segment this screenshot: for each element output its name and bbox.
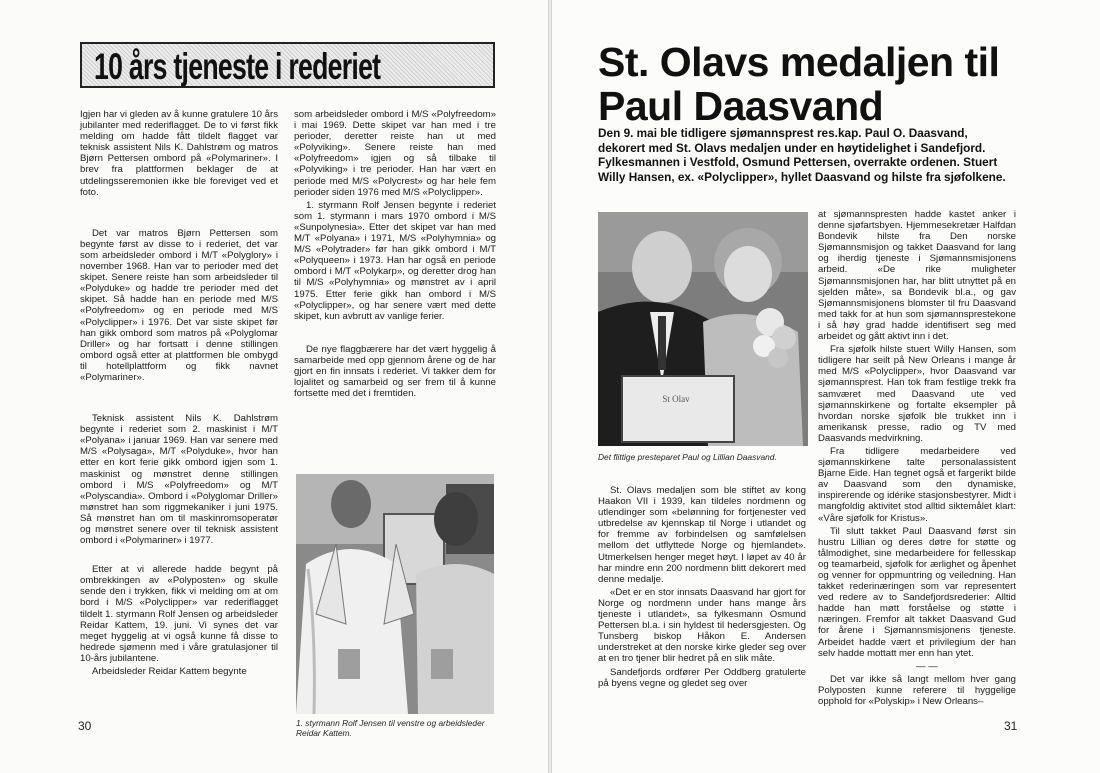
paragraph: Det var ikke så langt mellom hver gang Polyposten kunne referere til hyggelige opphold for «Polyskip» i New Orleans–	[818, 673, 1016, 708]
left-column-1	[80, 109, 278, 688]
ceremony-photo	[598, 212, 808, 446]
paragraph: Teknisk assistent Nils K. Dahlstrøm begynte i rederiet som 2. maskinist i M/T «Polyana» i januar 1969. Han var senere med M/S «Polysaga», M/T «Polyduke», hvor han etter en kort ferie gikk ombord igjen som 1. maskinist og mønstret denne stillingen ombord i M/S «Polyfreedom» og M/T «Polyscandia». Ombord i «Polyglomar Driller» mønstret han som riggmekaniker i juni 1975. Så mønstret han om til maskinromsoperatør og mønstret senere over til teknisk assistent ombord i «Polymariner» i 1977.	[80, 413, 278, 547]
paragraph: som arbeidsleder ombord i M/S «Polyfreedom» i mai 1969. Dette skipet var han med i tre perioder, deretter reiste han ut med «Polyviking». Senere reiste han med «Polyfreedom» igjen og så tilbake til «Polyviking» i tre perioder. Han har vært en periode med M/S «Polycrest» og har hele fem perioder siden 1976 med M/S «Polyclipper».	[294, 109, 496, 198]
paragraph: Det var matros Bjørn Pettersen som begynte først av disse to i rederiet, det var som arbeidsleder ombord i M/T «Polyglory» i november 1968. Han var to perioder med det skipet. Senere reiste han som arbeidsleder til «Polyduke» og hadde tre perioder med det skipet. Så hadde han en periode med M/S «Polyfreedom» og en periode med M/S «Polyclipper» i 1976. Det var siste skipet før han gikk ombord som matros på «Polyglomar Driller» og har fortsatt i denne stillingen ombord også etter at plattformen ble ombygd til hotellplattform og fikk navnet «Polymariner».	[80, 227, 278, 383]
paragraph: Til slutt takket Paul Daasvand først sin hustru Lillian og deres døtre for støtte og tålmodighet, sine medarbeidere for fellesskap og teamarbeid, sjøfolk for ærlighet og åpenhet og venner for oppmuntring og veiledning. Han takket rederinæringen som var representert ved redere av to Sandefjordsrederier: Alltid hadde han møtt forståelse og støtte i næringen. Fremfor alt takket Daasvand Gud for årene i Sjømannsmisjonens tjeneste. Arbeidet hadde vært et privilegium der han selv hadde mottatt mer enn han ytet.	[818, 525, 1016, 659]
left-column-2	[294, 109, 496, 410]
ceremony-photo-caption: Det flittige presteparet Paul og Lillian Daasvand.	[598, 452, 777, 462]
crew-photo-image	[296, 474, 494, 714]
paragraph: at sjømannspresten hadde kastet anker i denne sjøfartsbyen. Hjemmesekretær Halfdan Bondevik hilste fra Den norske Sjømannsmisjon og takket Daasvand for lang og iherdig tjeneste i Sjømannsmisjonens arbeid. «De rike muligheter Sjømannsmisjonen har, har blitt utnyttet på en sjelden måte», sa Bondevik bl.a., og gav Sjømannsmisjonens blomster til fru Daasvand med takk for at hun som sjømannsprestekone i så høy grad hadde identifisert seg med arbeidet og gått aktivt inn i det.	[818, 209, 1016, 343]
paragraph: Etter at vi allerede hadde begynt på ombrekkingen av «Polyposten» og skulle sende den i trykken, fikk vi melding om at om bord i M/S «Polyclipper» var rederiflagget tildelt 1. styrmann Rolf Jensen og arbeidsleder Reidar Kattem, 19. juni. Vi synes det var meget hyggelig at vi også kunne få disse to hedrede sjømenn med i våre gratulasjoner til 10-års jubilantene.	[80, 564, 278, 664]
paragraph: Fra tidligere medarbeidere ved sjømannskirkene talte personalassistent Bjarne Eide. Han tegnet også et fargerikt bilde av Daasvand som den dynamiske, inspirerende og idérike stasjonsbestyrer. Midt i mangfoldig aktivitet stod alltid siktemålet klart: «Våre sjøfolk for Kristus».	[818, 445, 1016, 524]
paragraph: Fra sjøfolk hilste stuert Willy Hansen, som tidligere har seilt på New Orleans i mange år med M/S «Polyclipper», hvor Daasvand var sjømannsprest. Han tok fram festlige trekk fra samværet med Daasvand ute ved sjømannskirkene og fortalte eksempler på hvordan norske sjøfolk ble trukket inn i amerikansk presse, radio og TV med Daasvands medvirkning.	[818, 344, 1016, 444]
ceremony-photo-image	[598, 212, 808, 446]
right-column-2	[818, 209, 1016, 718]
section-heading-box	[80, 42, 495, 88]
paragraph: St. Olavs medaljen som ble stiftet av kong Haakon VII i 1939, kan tildeles nordmenn og utlendinger som «belønning for fortjenester ved utbredelse av kjennskap til Norge i utlandet og for fremme av forbindelsen og samfølelsen mellom det utflyttede Norge og hjemlandet». Utmerkelsen henger meget høyt. I løpet av 40 år har mindre enn 200 nordmenn blitt dekorert med denne medalje.	[598, 485, 806, 585]
paragraph: 1. styrmann Rolf Jensen begynte i rederiet som 1. styrmann i mars 1970 ombord i M/S «Sunpolynesia». Etter det skipet var han med M/T «Polyana» i 1971, M/S «Polyhymnia» og M/S «Polytrader» før han gikk ombord i M/T «Polyqueen» i 1973. Han har også en periode ombord i M/T «Polykarp», og deretter drog han til M/S «Polyhymnia» og mønstret av i april 1975. Etter ferie gikk han ombord i M/S «Polyclipper», og har senere vært med dette skipet, kun avbrutt av vanlige ferier.	[294, 199, 496, 322]
crew-photo	[296, 474, 494, 714]
right-column-1	[598, 485, 806, 700]
paragraph: De nye flaggbærere har det vært hyggelig å samarbeide med opp gjennom årene og de har gjort en fin innsats i rederiet. Vi takker dem for lojalitet og samarbeid og ser frem til å kunne fortsette med det i fremtiden.	[294, 343, 496, 400]
section-heading: 10 års tjeneste i rederiet	[94, 46, 381, 87]
section-break: — —	[916, 660, 938, 672]
left-page	[0, 0, 548, 773]
article-heading-line: Paul Daasvand	[598, 83, 884, 129]
crew-photo-caption: 1. styrmann Rolf Jensen til venstre og arbeidsleder Reidar Kattem.	[296, 718, 485, 738]
article-heading-line: St. Olavs medaljen til	[598, 39, 1000, 85]
paragraph: Sandefjords ordfører Per Oddberg gratulerte på byens vegne og gledet seg over	[598, 666, 806, 689]
article-lead: Den 9. mai ble tidligere sjømannsprest res.kap. Paul O. Daasvand, dekorert med St. Olavs medaljen under en høytidelighet i Sandefjord. Fylkesmannen i Vestfold, Osmund Pettersen, overrakte ordenen. Stuert Willy Hansen, ex. «Polyclipper», hyllet Daasvand og hilste fra sjøfolkene.	[598, 126, 1006, 184]
page-number: 31	[1004, 719, 1018, 733]
paragraph: Arbeidsleder Reidar Kattem begynte	[92, 666, 247, 678]
page-number: 30	[78, 719, 92, 733]
paragraph: «Det er en stor innsats Daasvand har gjort for Norge og nordmenn under hans mange års tjeneste i utlandet», sa fylkesmann Osmund Pettersen bl.a. i sin hyldest til hedersgjesten. Og Tunsberg biskop Håkon E. Andersen understreket at den norske kirke gleder seg over at en tro tjener blir hedret på en slik måte.	[598, 586, 806, 665]
article-heading	[598, 40, 999, 128]
certificate-text: St Olav	[662, 394, 690, 404]
paragraph: Igjen har vi gleden av å kunne gratulere 10 års jubilanter med rederiflagget. De to vi først fikk melding om hadde fått tildelt flagget var teknisk assistent Nils K. Dahlstrøm og matros Bjørn Pettersen ombord på «Polymariner». I brev fra plattformen beklager de at utdelingsseremonien ikke ble foreviget ved et foto.	[80, 109, 278, 198]
